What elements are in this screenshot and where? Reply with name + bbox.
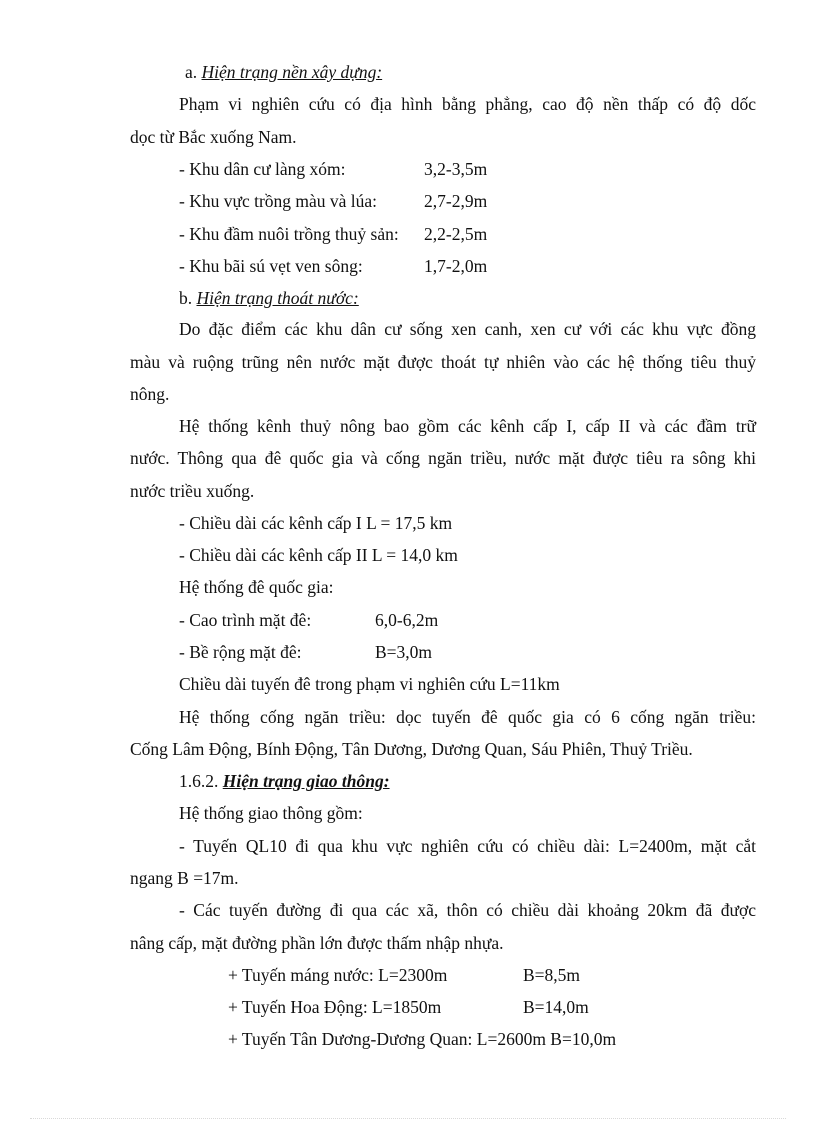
route-label-2: + Tuyến Hoa Động: L=1850m bbox=[228, 997, 442, 1017]
terrain-label-3: - Khu đầm nuôi trồng thuỷ sản: bbox=[179, 224, 399, 244]
paragraph-4-line-1: Hệ thống cống ngăn triều: dọc tuyến đê quốc gia có 6 cống ngăn triều: bbox=[179, 707, 756, 727]
paragraph-2-line-2: màu và ruộng trũng nên nước mặt được thoát tự nhiên vào các hệ thống tiêu thuỷ bbox=[130, 352, 756, 372]
paragraph-2-line-1: Do đặc điểm các khu dân cư sống xen canh, xen cư với các khu vực đồng bbox=[179, 319, 756, 339]
canal-level-2-length: - Chiều dài các kênh cấp II L = 14,0 km bbox=[179, 545, 458, 565]
dyke-value-2: B=3,0m bbox=[375, 642, 433, 662]
section-162-heading: 1.6.2. Hiện trạng giao thông: bbox=[179, 771, 390, 791]
dyke-label-1: - Cao trình mặt đê: bbox=[179, 610, 312, 630]
paragraph-6-line-2: nâng cấp, mặt đường phần lớn được thấm nhập nhựa. bbox=[130, 933, 504, 953]
route-label-3: + Tuyến Tân Dương-Dương Quan: L=2600m B=10,0m bbox=[228, 1029, 617, 1049]
terrain-label-4: - Khu bãi sú vẹt ven sông: bbox=[179, 256, 363, 276]
route-value-2: B=14,0m bbox=[523, 997, 589, 1017]
canal-level-1-length: - Chiều dài các kênh cấp I L = 17,5 km bbox=[179, 513, 453, 533]
route-label-1: + Tuyến máng nước: L=2300m bbox=[228, 965, 448, 985]
terrain-label-1: - Khu dân cư làng xóm: bbox=[179, 159, 346, 179]
paragraph-1-line-1: Phạm vi nghiên cứu có địa hình bằng phẳng, cao độ nền thấp có độ dốc bbox=[179, 94, 756, 114]
dyke-value-1: 6,0-6,2m bbox=[375, 610, 439, 630]
paragraph-1-line-2: dọc từ Bắc xuống Nam. bbox=[130, 127, 297, 147]
dyke-length: Chiều dài tuyến đê trong phạm vi nghiên cứu L=11km bbox=[179, 674, 560, 694]
dyke-heading: Hệ thống đê quốc gia: bbox=[179, 577, 334, 597]
paragraph-3-line-2: nước. Thông qua đê quốc gia và cống ngăn triều, nước mặt được tiêu ra sông khi bbox=[130, 448, 756, 468]
terrain-value-4: 1,7-2,0m bbox=[424, 256, 488, 276]
paragraph-6-line-1: - Các tuyến đường đi qua các xã, thôn có chiều dài khoảng 20km đã được bbox=[179, 900, 756, 920]
section-b-title: Hiện trạng thoát nước: bbox=[196, 288, 359, 308]
paragraph-4-line-2: Cống Lâm Động, Bính Động, Tân Dương, Dương Quan, Sáu Phiên, Thuỷ Triều. bbox=[130, 739, 693, 759]
paragraph-5-line-1: - Tuyến QL10 đi qua khu vực nghiên cứu có chiều dài: L=2400m, mặt cắt bbox=[179, 836, 756, 856]
terrain-value-1: 3,2-3,5m bbox=[424, 159, 488, 179]
terrain-value-3: 2,2-2,5m bbox=[424, 224, 488, 244]
route-value-1: B=8,5m bbox=[523, 965, 581, 985]
section-a-heading: a. Hiện trạng nền xây dựng: bbox=[185, 62, 383, 82]
traffic-heading: Hệ thống giao thông gồm: bbox=[179, 803, 363, 823]
section-162-title: Hiện trạng giao thông: bbox=[222, 771, 390, 791]
paragraph-3-line-1: Hệ thống kênh thuỷ nông bao gồm các kênh cấp I, cấp II và các đầm trữ bbox=[179, 416, 756, 436]
paragraph-3-line-3: nước triều xuống. bbox=[130, 481, 255, 501]
terrain-label-2: - Khu vực trồng màu và lúa: bbox=[179, 191, 378, 211]
paragraph-5-line-2: ngang B =17m. bbox=[130, 868, 239, 888]
section-a-title: Hiện trạng nền xây dựng: bbox=[201, 62, 383, 82]
section-b-heading: b. Hiện trạng thoát nước: bbox=[179, 288, 359, 308]
dyke-label-2: - Bề rộng mặt đê: bbox=[179, 642, 302, 662]
paragraph-2-line-3: nông. bbox=[130, 384, 170, 404]
page-bottom-border bbox=[30, 1118, 786, 1119]
terrain-value-2: 2,7-2,9m bbox=[424, 191, 488, 211]
